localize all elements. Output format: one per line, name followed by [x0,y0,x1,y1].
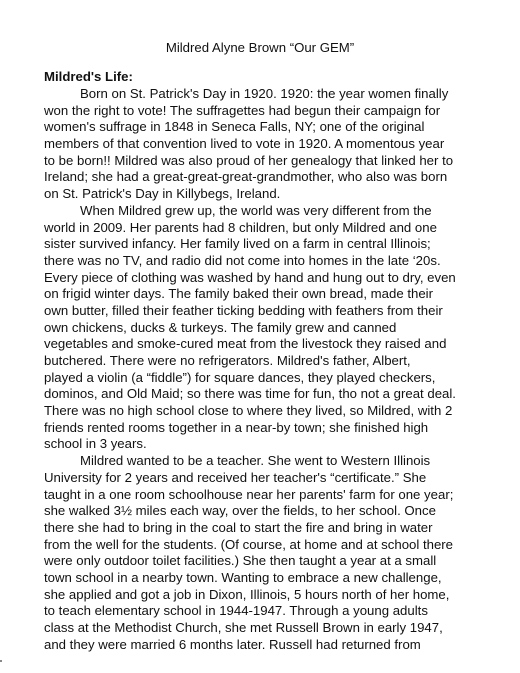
paragraph-line: there was no TV, and radio did not come into homes in the late ‘20s. [44,252,441,268]
paragraph-line: and they were married 6 months later. Russell had returned from [44,636,421,652]
paragraph-line: own butter, filled their feather ticking bedding with feathers from their [44,302,443,318]
paragraph-line: won the right to vote! The suffragettes had begun their campaign for [44,102,441,118]
paragraph-line: were only outdoor toilet facilities.) She then taught a year at a small [44,553,437,569]
paragraph-line: vegetables and smoke-cured meat from the livestock they raised and [44,336,447,352]
paragraph-line: sister survived infancy. Her family lived on a farm in central Illinois; [44,236,431,252]
paragraph-line: women's suffrage in 1848 in Seneca Falls, NY; one of the original [44,119,425,135]
paragraph-line: she applied and got a job in Dixon, Illinois, 5 hours north of her home, [44,586,450,602]
document-title: Mildred Alyne Brown “Our GEM” [165,40,355,55]
paragraph-line: When Mildred grew up, the world was very different from the [80,202,432,218]
scan-speck [0,660,2,662]
paragraph-line: there she had to bring in the coal to start the fire and bring in water [44,519,433,535]
paragraph-line: Ireland; she had a great-great-great-grandmother, who also was born [44,169,448,185]
paragraph-line: to be born!! Mildred was also proud of her genealogy that linked her to [44,152,454,168]
paragraph-line: school in 3 years. [44,436,147,452]
paragraph-line: to teach elementary school in 1944-1947. Through a young adults [44,603,428,619]
section-heading: Mildred's Life: [44,69,133,84]
paragraph-line: town school in a nearby town. Wanting to embrace a new challenge, [44,569,442,585]
paragraph-line: Mildred wanted to be a teacher. She went to Western Illinois [80,453,431,469]
paragraph-line: There was no high school close to where they lived, so Mildred, with 2 [44,403,453,419]
paragraph-line: from the well for the students. (Of course, at home and at school there [44,536,454,552]
paragraph-line: she walked 3½ miles each way, over the fields, to her school. Once [44,503,436,519]
paragraph-line: Every piece of clothing was washed by hand and hung out to dry, even [44,269,456,285]
paragraph-line: Born on St. Patrick's Day in 1920. 1920: the year women finally [80,86,449,101]
paragraph-line: members of that convention lived to vote in 1920. A momentous year [44,136,445,152]
paragraph-line: world in 2009. Her parents had 8 children, but only Mildred and one [44,219,437,235]
paragraph-line: dominos, and Old Maid; so there was time for fun, tho not a great deal. [44,386,456,402]
paragraph-line: own chickens, ducks & turkeys. The family grew and canned [44,319,397,335]
paragraph-line: University for 2 years and received her teacher's “certificate.” She [44,469,427,485]
paragraph-line: on frigid winter days. The family baked their own bread, made their [44,286,433,302]
paragraph-line: played a violin (a “fiddle”) for square dances, they played checkers, [44,369,436,385]
paragraph-line: taught in a one room schoolhouse near her parents' farm for one year; [44,486,454,502]
paragraph-line: on St. Patrick's Day in Killybegs, Ireland. [44,186,281,202]
paragraph-line: butchered. There were no refrigerators. Mildred's father, Albert, [44,353,411,368]
body-text [44,86,504,653]
paragraph-line: class at the Methodist Church, she met Russell Brown in early 1947, [44,620,443,635]
paragraph-line: friends rented rooms together in a near-by town; she finished high [44,419,429,435]
